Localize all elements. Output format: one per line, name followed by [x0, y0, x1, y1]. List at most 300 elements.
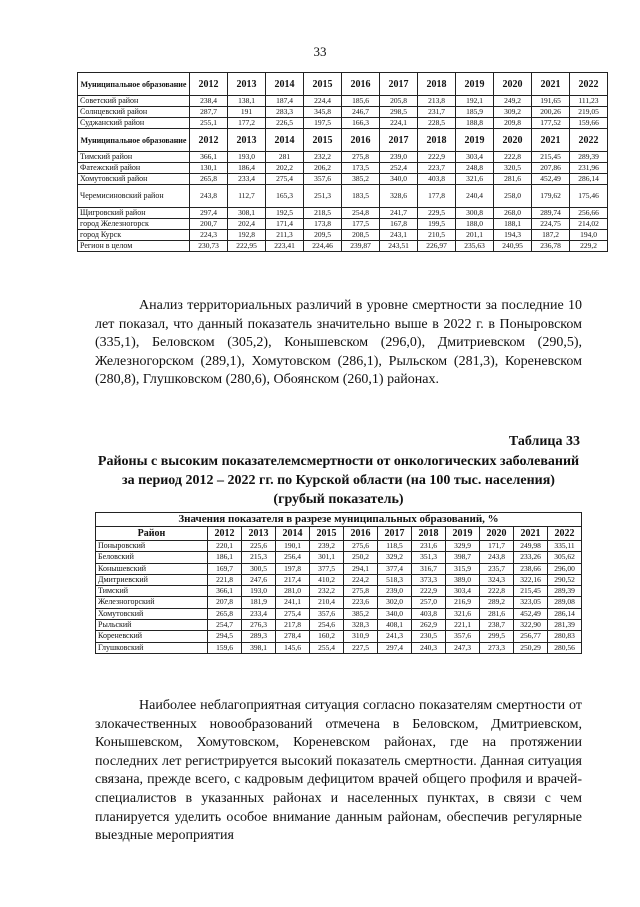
value-cell: 169,7 [208, 563, 242, 574]
column-header-year: 2021 [532, 73, 570, 96]
table-body-block [78, 96, 608, 129]
column-header-year: 2012 [190, 73, 228, 96]
value-cell: 256,77 [514, 631, 548, 642]
value-cell: 185,6 [342, 96, 380, 107]
value-cell: 167,8 [380, 219, 418, 230]
value-cell: 289,3 [242, 631, 276, 642]
value-cell: 276,3 [242, 620, 276, 631]
column-header-year: 2020 [480, 527, 514, 541]
value-cell: 329,9 [446, 541, 480, 552]
row-name-cell: Щигровский район [78, 208, 190, 219]
column-header-year: 2018 [418, 73, 456, 96]
row-name-cell: Черемисиновский район [78, 185, 190, 208]
mortality-table-continued [77, 72, 608, 252]
value-cell: 217,8 [276, 620, 310, 631]
value-cell: 357,6 [446, 631, 480, 642]
value-cell: 452,49 [514, 608, 548, 619]
value-cell: 310,9 [344, 631, 378, 642]
high-mortality-districts-table [95, 512, 582, 654]
table-row [78, 208, 608, 219]
table-header-row [96, 527, 582, 541]
value-cell: 187,2 [532, 230, 570, 241]
value-cell: 265,8 [208, 608, 242, 619]
value-cell: 229,5 [418, 208, 456, 219]
value-cell: 229,2 [570, 241, 608, 252]
value-cell: 243,8 [190, 185, 228, 208]
value-cell: 232,2 [304, 152, 342, 163]
value-cell: 328,6 [380, 185, 418, 208]
value-cell: 177,2 [228, 118, 266, 129]
analysis-paragraph [95, 297, 582, 390]
value-cell: 283,3 [266, 107, 304, 118]
value-cell: 215,3 [242, 552, 276, 563]
value-cell: 213,8 [418, 96, 456, 107]
value-cell: 175,46 [570, 185, 608, 208]
row-name-cell: Тимский [96, 586, 208, 597]
value-cell: 225,6 [242, 541, 276, 552]
column-header-year: 2022 [570, 129, 608, 152]
column-header-year: 2016 [342, 73, 380, 96]
value-cell: 351,3 [412, 552, 446, 563]
value-cell: 194,0 [570, 230, 608, 241]
value-cell: 247,6 [242, 574, 276, 585]
value-cell: 329,2 [378, 552, 412, 563]
value-cell: 398,7 [446, 552, 480, 563]
table-row [78, 185, 608, 208]
value-cell: 230,73 [190, 241, 228, 252]
value-cell: 111,23 [570, 96, 608, 107]
value-cell: 239,0 [378, 586, 412, 597]
column-header-year: 2012 [208, 527, 242, 541]
column-header-year: 2013 [228, 73, 266, 96]
value-cell: 246,7 [342, 107, 380, 118]
value-cell: 250,29 [514, 642, 548, 653]
value-cell: 256,4 [276, 552, 310, 563]
table-row [96, 608, 582, 619]
value-cell: 171,4 [266, 219, 304, 230]
value-cell: 296,00 [548, 563, 582, 574]
value-cell: 186,1 [208, 552, 242, 563]
column-header-year: 2016 [344, 527, 378, 541]
value-cell: 240,3 [412, 642, 446, 653]
column-header-year: 2022 [570, 73, 608, 96]
row-name-cell: Кореневский [96, 631, 208, 642]
value-cell: 281,39 [548, 620, 582, 631]
value-cell: 257,0 [412, 597, 446, 608]
value-cell: 173,5 [342, 163, 380, 174]
value-cell: 289,74 [532, 208, 570, 219]
table-span-header-row [96, 513, 582, 527]
value-cell: 224,4 [304, 96, 342, 107]
value-cell: 228,5 [418, 118, 456, 129]
value-cell: 177,8 [418, 185, 456, 208]
value-cell: 275,6 [344, 541, 378, 552]
value-cell: 262,9 [412, 620, 446, 631]
value-cell: 177,5 [342, 219, 380, 230]
row-name-cell: Глушковский [96, 642, 208, 653]
value-cell: 302,0 [378, 597, 412, 608]
value-cell: 112,7 [228, 185, 266, 208]
value-cell: 303,4 [456, 152, 494, 163]
value-cell: 171,7 [480, 541, 514, 552]
value-cell: 268,0 [494, 208, 532, 219]
column-header-year: 2012 [190, 129, 228, 152]
page-number: 33 [313, 44, 327, 59]
value-cell: 215,45 [532, 152, 570, 163]
value-cell: 403,8 [412, 608, 446, 619]
value-cell: 309,2 [494, 107, 532, 118]
value-cell: 160,2 [310, 631, 344, 642]
value-cell: 201,1 [456, 230, 494, 241]
value-cell: 221,8 [208, 574, 242, 585]
value-cell: 518,3 [378, 574, 412, 585]
value-cell: 275,8 [344, 586, 378, 597]
value-cell: 215,45 [514, 586, 548, 597]
value-cell: 254,6 [310, 620, 344, 631]
column-header-year: 2019 [456, 129, 494, 152]
conclusion-paragraph [95, 697, 582, 846]
value-cell: 209,5 [304, 230, 342, 241]
value-cell: 218,5 [304, 208, 342, 219]
value-cell: 357,6 [304, 174, 342, 185]
row-name-cell: Поныровский [96, 541, 208, 552]
value-cell: 273,3 [480, 642, 514, 653]
value-cell: 230,5 [412, 631, 446, 642]
column-header-year: 2016 [342, 129, 380, 152]
value-cell: 209,8 [494, 118, 532, 129]
value-cell: 173,8 [304, 219, 342, 230]
value-cell: 315,9 [446, 563, 480, 574]
value-cell: 281,6 [494, 174, 532, 185]
value-cell: 321,6 [446, 608, 480, 619]
column-header-year: 2014 [276, 527, 310, 541]
value-cell: 138,1 [228, 96, 266, 107]
table-heading: Районы с высоким показателемсмертности от онкологических заболеваний за период 2012 – 2022 гг. по Курской области (на 100 тыс. населения) (грубый показатель) [97, 454, 580, 507]
table-row [78, 163, 608, 174]
column-header-year: 2021 [532, 129, 570, 152]
value-cell: 254,7 [208, 620, 242, 631]
value-cell: 403,8 [418, 174, 456, 185]
column-header-year: 2020 [494, 129, 532, 152]
value-cell: 224,1 [380, 118, 418, 129]
column-header-year: 2015 [304, 129, 342, 152]
value-cell: 226,97 [418, 241, 456, 252]
value-cell: 200,7 [190, 219, 228, 230]
value-cell: 231,7 [418, 107, 456, 118]
value-cell: 289,39 [570, 152, 608, 163]
value-cell: 192,5 [266, 208, 304, 219]
value-cell: 202,2 [266, 163, 304, 174]
table-row [96, 563, 582, 574]
table-row [96, 574, 582, 585]
column-header-year: 2018 [418, 129, 456, 152]
table-row [96, 597, 582, 608]
value-cell: 239,2 [310, 541, 344, 552]
row-name-cell: Солнцевский район [78, 107, 190, 118]
column-header-year: 2021 [514, 527, 548, 541]
row-name-cell: Тимский район [78, 152, 190, 163]
value-cell: 181,9 [242, 597, 276, 608]
value-cell: 232,2 [310, 586, 344, 597]
value-cell: 254,8 [342, 208, 380, 219]
value-cell: 300,8 [456, 208, 494, 219]
value-cell: 191 [228, 107, 266, 118]
value-cell: 281,0 [276, 586, 310, 597]
value-cell: 250,2 [344, 552, 378, 563]
column-header-year: 2014 [266, 129, 304, 152]
row-name-cell: Советский район [78, 96, 190, 107]
value-cell: 240,95 [494, 241, 532, 252]
value-cell: 281,6 [480, 608, 514, 619]
value-cell: 197,8 [276, 563, 310, 574]
value-cell: 328,3 [344, 620, 378, 631]
table-row [96, 642, 582, 653]
column-header-year: 2020 [494, 73, 532, 96]
value-cell: 323,05 [514, 597, 548, 608]
value-cell: 238,7 [480, 620, 514, 631]
value-cell: 357,6 [310, 608, 344, 619]
value-cell: 238,4 [190, 96, 228, 107]
value-cell: 385,2 [342, 174, 380, 185]
value-cell: 305,62 [548, 552, 582, 563]
table-row [78, 152, 608, 163]
column-header-year: 2015 [310, 527, 344, 541]
value-cell: 231,6 [412, 541, 446, 552]
value-cell: 199,5 [418, 219, 456, 230]
value-cell: 275,4 [276, 608, 310, 619]
value-cell: 223,7 [418, 163, 456, 174]
row-name-cell: город Железногорск [78, 219, 190, 230]
value-cell: 286,14 [570, 174, 608, 185]
value-cell: 217,4 [276, 574, 310, 585]
value-cell: 287,7 [190, 107, 228, 118]
column-header-municipality: Муниципальное образование [78, 73, 190, 96]
value-cell: 186,4 [228, 163, 266, 174]
value-cell: 241,3 [378, 631, 412, 642]
value-cell: 297,4 [190, 208, 228, 219]
table-header-row [78, 129, 608, 152]
table-row [96, 541, 582, 552]
value-cell: 255,4 [310, 642, 344, 653]
column-header-year: 2017 [380, 73, 418, 96]
value-cell: 224,3 [190, 230, 228, 241]
column-header-year: 2019 [456, 73, 494, 96]
value-cell: 238,66 [514, 563, 548, 574]
column-header-year: 2013 [242, 527, 276, 541]
column-header-year: 2013 [228, 129, 266, 152]
value-cell: 366,1 [190, 152, 228, 163]
value-cell: 410,2 [310, 574, 344, 585]
value-cell: 159,6 [208, 642, 242, 653]
value-cell: 200,26 [532, 107, 570, 118]
table-row [96, 631, 582, 642]
value-cell: 185,9 [456, 107, 494, 118]
value-cell: 222,95 [228, 241, 266, 252]
value-cell: 118,5 [378, 541, 412, 552]
row-name-cell: Железногорский [96, 597, 208, 608]
value-cell: 373,3 [412, 574, 446, 585]
value-cell: 233,4 [242, 608, 276, 619]
value-cell: 308,1 [228, 208, 266, 219]
value-cell: 265,8 [190, 174, 228, 185]
value-cell: 239,87 [342, 241, 380, 252]
value-cell: 193,0 [242, 586, 276, 597]
value-cell: 275,8 [342, 152, 380, 163]
row-name-cell: Конышевский [96, 563, 208, 574]
value-cell: 240,4 [456, 185, 494, 208]
value-cell: 192,1 [456, 96, 494, 107]
value-cell: 398,1 [242, 642, 276, 653]
row-name-cell: Дмитриевский [96, 574, 208, 585]
column-header-municipality: Муниципальное образование [78, 129, 190, 152]
value-cell: 188,8 [456, 118, 494, 129]
value-cell: 207,86 [532, 163, 570, 174]
row-name-cell: Фатежский район [78, 163, 190, 174]
value-cell: 227,5 [344, 642, 378, 653]
value-cell: 289,39 [548, 586, 582, 597]
value-cell: 258,0 [494, 185, 532, 208]
row-name-cell: город Курск [78, 230, 190, 241]
value-cell: 247,3 [446, 642, 480, 653]
value-cell: 211,3 [266, 230, 304, 241]
value-cell: 210,5 [418, 230, 456, 241]
value-cell: 452,49 [532, 174, 570, 185]
value-cell: 322,90 [514, 620, 548, 631]
table-header-row [78, 73, 608, 96]
value-cell: 241,7 [380, 208, 418, 219]
table-row [78, 230, 608, 241]
table-row [78, 118, 608, 129]
value-cell: 275,4 [266, 174, 304, 185]
column-header-district: Район [96, 527, 208, 541]
value-cell: 281 [266, 152, 304, 163]
row-name-cell: Рыльский [96, 620, 208, 631]
value-cell: 220,1 [208, 541, 242, 552]
value-cell: 320,5 [494, 163, 532, 174]
table-row [78, 174, 608, 185]
value-cell: 243,51 [380, 241, 418, 252]
value-cell: 251,3 [304, 185, 342, 208]
value-cell: 299,5 [480, 631, 514, 642]
value-cell: 202,4 [228, 219, 266, 230]
value-cell: 241,1 [276, 597, 310, 608]
value-cell: 377,4 [378, 563, 412, 574]
value-cell: 226,5 [266, 118, 304, 129]
value-cell: 208,5 [342, 230, 380, 241]
value-cell: 187,4 [266, 96, 304, 107]
value-cell: 408,1 [378, 620, 412, 631]
value-cell: 177,52 [532, 118, 570, 129]
value-cell: 194,3 [494, 230, 532, 241]
value-cell: 188,1 [494, 219, 532, 230]
value-cell: 324,3 [480, 574, 514, 585]
conclusion-paragraph-text: Наиболее неблагоприятная ситуация согласно показателям смертности от злокачественных новообразований отмечена в Беловском, Дмитриевском, Конышевском, Хомутовском, Кореневском районах, где на протяжении последних лет регистрируется высокий показатель смертности. Данная ситуация связана, прежде всего, с кадровым дефицитом врачей общего профиля и врачей-специалистов в указанных районах и населенных пунктах, в связи с чем планируется уделить особое внимание данным районам, обеспечив регулярные выездные мероприятия [95, 698, 582, 844]
value-cell: 321,6 [456, 174, 494, 185]
table-row [78, 219, 608, 230]
value-cell: 301,1 [310, 552, 344, 563]
value-cell: 297,4 [378, 642, 412, 653]
value-cell: 222,8 [494, 152, 532, 163]
value-cell: 159,66 [570, 118, 608, 129]
value-cell: 235,63 [456, 241, 494, 252]
value-cell: 165,3 [266, 185, 304, 208]
table-row [78, 241, 608, 252]
value-cell: 248,8 [456, 163, 494, 174]
value-cell: 256,66 [570, 208, 608, 219]
value-cell: 377,5 [310, 563, 344, 574]
table-body [96, 541, 582, 654]
value-cell: 222,8 [480, 586, 514, 597]
value-cell: 210,4 [310, 597, 344, 608]
value-cell: 216,9 [446, 597, 480, 608]
value-cell: 366,1 [208, 586, 242, 597]
column-header-year: 2015 [304, 73, 342, 96]
value-cell: 183,5 [342, 185, 380, 208]
value-cell: 222,9 [412, 586, 446, 597]
value-cell: 322,16 [514, 574, 548, 585]
row-name-cell: Беловский [96, 552, 208, 563]
value-cell: 166,3 [342, 118, 380, 129]
value-cell: 243,1 [380, 230, 418, 241]
value-cell: 188,0 [456, 219, 494, 230]
row-name-cell: Суджанский район [78, 118, 190, 129]
value-cell: 252,4 [380, 163, 418, 174]
span-header: Значения показателя в разрезе муниципальных образований, % [96, 513, 582, 527]
value-cell: 223,6 [344, 597, 378, 608]
value-cell: 300,5 [242, 563, 276, 574]
row-name-cell: Регион в целом [78, 241, 190, 252]
value-cell: 239,0 [380, 152, 418, 163]
column-header-year: 2017 [380, 129, 418, 152]
column-header-year: 2018 [412, 527, 446, 541]
value-cell: 389,0 [446, 574, 480, 585]
value-cell: 303,4 [446, 586, 480, 597]
column-header-year: 2022 [548, 527, 582, 541]
value-cell: 340,0 [380, 174, 418, 185]
row-name-cell: Хомутовский район [78, 174, 190, 185]
table-label: Таблица 33 [508, 434, 580, 449]
value-cell: 233,26 [514, 552, 548, 563]
value-cell: 233,4 [228, 174, 266, 185]
value-cell: 224,2 [344, 574, 378, 585]
value-cell: 249,98 [514, 541, 548, 552]
value-cell: 385,2 [344, 608, 378, 619]
value-cell: 289,08 [548, 597, 582, 608]
value-cell: 219,05 [570, 107, 608, 118]
value-cell: 278,4 [276, 631, 310, 642]
value-cell: 224,46 [304, 241, 342, 252]
value-cell: 280,56 [548, 642, 582, 653]
value-cell: 345,8 [304, 107, 342, 118]
value-cell: 193,0 [228, 152, 266, 163]
value-cell: 191,65 [532, 96, 570, 107]
value-cell: 205,8 [380, 96, 418, 107]
value-cell: 221,1 [446, 620, 480, 631]
value-cell: 316,7 [412, 563, 446, 574]
analysis-paragraph-text: Анализ территориальных различий в уровне смертности за последние 10 лет показал, что данный показатель значительно выше в 2022 г. в Поныровском (335,1), Беловском (305,2), Конышевском (296,0), Дмитриевском (290,5), Железногорском (289,1), Хомутовском (286,1), Рыльском (281,3), Кореневском (280,8), Глушковском (280,6), Обоянском (260,1) районах. [95, 298, 582, 388]
value-cell: 255,1 [190, 118, 228, 129]
table-row [96, 620, 582, 631]
value-cell: 145,6 [276, 642, 310, 653]
value-cell: 190,1 [276, 541, 310, 552]
table-body-block [78, 152, 608, 252]
table-row [96, 552, 582, 563]
value-cell: 224,75 [532, 219, 570, 230]
value-cell: 222,9 [418, 152, 456, 163]
value-cell: 290,52 [548, 574, 582, 585]
value-cell: 206,2 [304, 163, 342, 174]
value-cell: 192,8 [228, 230, 266, 241]
